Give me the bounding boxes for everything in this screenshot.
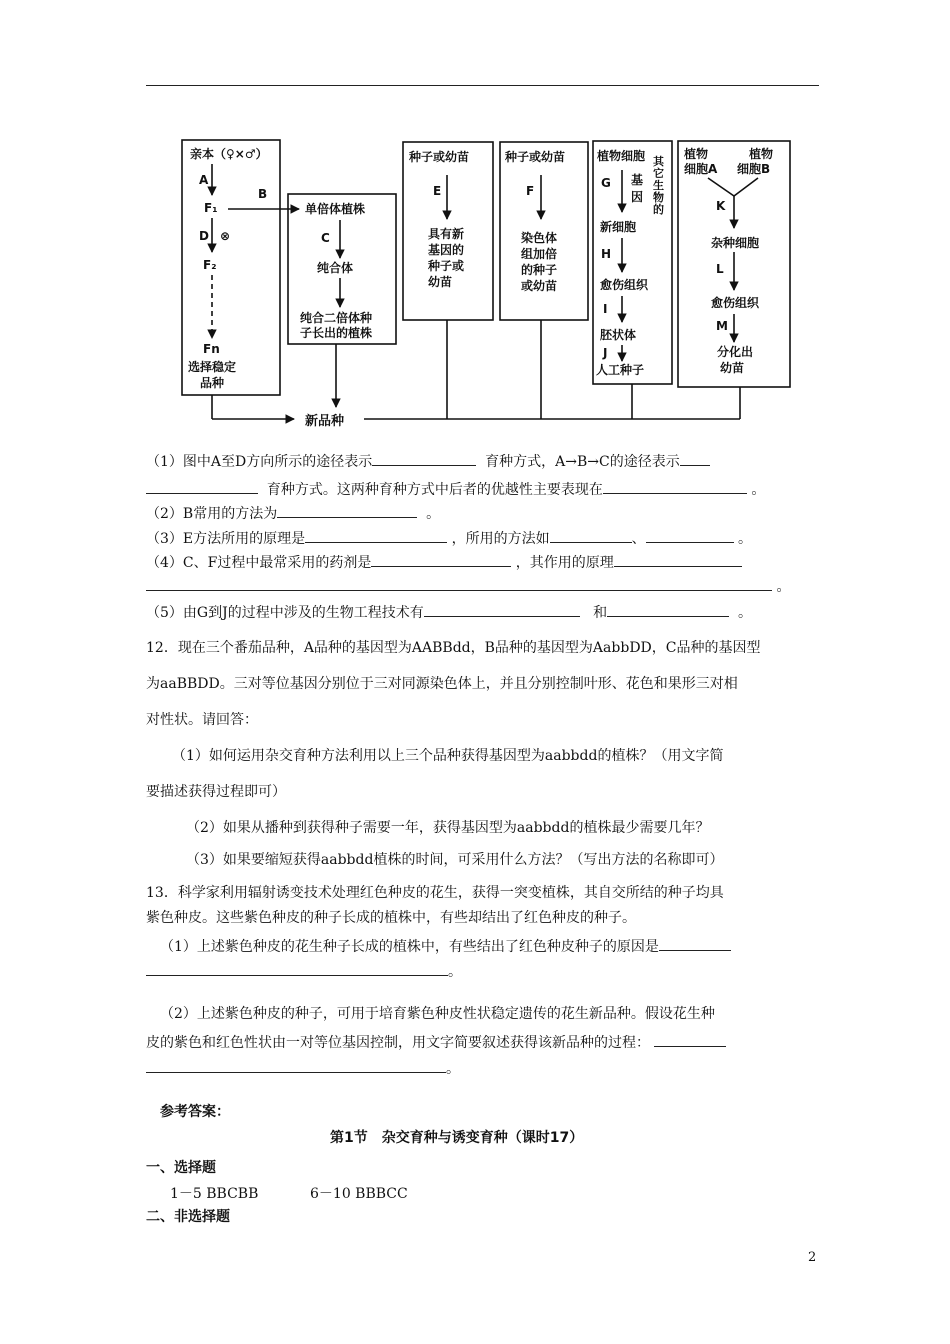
homozygote-label: 纯合体 xyxy=(317,261,354,275)
blank-input[interactable] xyxy=(146,961,448,976)
blank-input[interactable] xyxy=(603,479,747,494)
new-gene-label-1: 具有新 xyxy=(428,227,465,241)
new-cell-label: 新细胞 xyxy=(600,220,637,234)
differentiate-label-1: 分化出 xyxy=(717,345,754,359)
f1-label: F₁ xyxy=(204,201,218,215)
new-gene-label-2: 基因的 xyxy=(428,243,465,257)
q12-line3: 对性状。请回答： xyxy=(146,712,258,728)
seed-seedling-label-1: 种子或幼苗 xyxy=(409,150,470,164)
differentiate-label-2: 幼苗 xyxy=(720,361,745,375)
step-i-label: I xyxy=(603,302,608,316)
q11-part1-line2: 育种方式。这两种育种方式中后者的优越性主要表现在 。 xyxy=(146,479,765,499)
q11-part1-line1: （1）图中A至D方向所示的途径表示 育种方式，A→B→C的途径表示 xyxy=(146,451,710,471)
step-c-label: C xyxy=(321,231,330,245)
step-h-label: H xyxy=(601,247,612,261)
select-stable-label: 选择稳定 xyxy=(188,360,237,374)
blank-input[interactable] xyxy=(277,503,417,518)
q13-sub2-line3: 。 xyxy=(146,1058,460,1078)
other-organism-4: 物 xyxy=(653,191,664,204)
step-a-label: A xyxy=(199,173,209,187)
blank-input[interactable] xyxy=(654,1032,726,1047)
q12-line1: 12．现在三个番茄品种，A品种的基因型为AABBdd，B品种的基因型为AabbDD，C品种的基因型 xyxy=(146,640,761,656)
box-hybrid xyxy=(182,140,280,395)
step-b-label: B xyxy=(258,187,268,201)
new-variety-label: 新品种 xyxy=(305,414,345,429)
q12-sub3: （3）如果要缩短获得aabbdd植株的时间，可采用什么方法？（写出方法的名称即可） xyxy=(186,852,724,868)
blank-input[interactable] xyxy=(146,576,772,591)
step-l-label: L xyxy=(716,262,724,276)
chromosome-label-1: 染色体 xyxy=(521,231,558,245)
selfing-symbol: ⊗ xyxy=(220,229,231,243)
other-organism-1: 其 xyxy=(653,155,664,168)
blank-input[interactable] xyxy=(550,528,632,543)
answer-6-10: 6－10 BBBCC xyxy=(310,1186,408,1202)
step-k-label: K xyxy=(716,199,726,213)
step-e-label: E xyxy=(433,184,442,198)
chromosome-label-3: 的种子 xyxy=(521,263,558,277)
q11-part2: （2）B常用的方法为 。 xyxy=(146,503,440,523)
new-gene-label-4: 幼苗 xyxy=(428,275,453,289)
seed-seedling-label-2: 种子或幼苗 xyxy=(505,150,566,164)
gene-char-1: 基 xyxy=(631,173,644,187)
gene-char-2: 因 xyxy=(631,190,644,204)
breeding-diagram xyxy=(0,0,950,440)
plant-cell-label: 植物细胞 xyxy=(597,149,646,163)
blank-input[interactable] xyxy=(659,936,731,951)
blank-input[interactable] xyxy=(146,1058,446,1073)
callus-label-1: 愈伤组织 xyxy=(600,278,649,292)
blank-input[interactable] xyxy=(305,528,447,543)
q12-line2: 为aaBBDD。三对等位基因分别位于三对同源染色体上，并且分别控制叶形、花色和果形三对相 xyxy=(146,676,738,692)
diploid-label-1: 纯合二倍体种 xyxy=(300,311,373,325)
blank-input[interactable] xyxy=(646,528,734,543)
q12-sub2: （2）如果从播种到获得种子需要一年，获得基因型为aabbdd的植株最少需要几年？ xyxy=(186,820,710,836)
embryoid-label: 胚状体 xyxy=(600,328,637,342)
q11-part4-line1: （4）C、F过程中最常采用的药剂是 ，其作用的原理 xyxy=(146,552,742,572)
hybrid-cell-label: 杂种细胞 xyxy=(711,236,760,250)
step-d-label: D xyxy=(199,229,209,243)
blank-input[interactable] xyxy=(614,552,742,567)
diploid-label-2: 子长出的植株 xyxy=(300,326,373,340)
q13-line1: 13．科学家利用辐射诱变技术处理红色种皮的花生，获得一突变植株，其自交所结的种子均具 xyxy=(146,885,724,901)
callus-label-2: 愈伤组织 xyxy=(711,296,760,310)
q13-sub1-line1: （1）上述紫色种皮的花生种子长成的植株中，有些结出了红色种皮种子的原因是 xyxy=(160,936,731,956)
blank-input[interactable] xyxy=(372,451,476,466)
q11-part5: （5）由G到J的过程中涉及的生物工程技术有 和 。 xyxy=(146,602,752,622)
artificial-seed-label: 人工种子 xyxy=(596,363,645,377)
variety-label: 品种 xyxy=(200,376,225,390)
chromosome-label-2: 组加倍 xyxy=(521,247,558,261)
blank-input[interactable] xyxy=(424,602,580,617)
answer-1-5: 1－5 BBCBB xyxy=(170,1186,259,1202)
q11-part3: （3）E方法所用的原理是 ，所用的方法如 、 。 xyxy=(146,528,752,548)
fn-label: Fn xyxy=(203,342,220,356)
blank-input[interactable] xyxy=(680,451,710,466)
step-m-label: M xyxy=(716,319,728,333)
step-f-label: F xyxy=(526,184,535,198)
part1-heading: 一、选择题 xyxy=(146,1160,216,1176)
q13-sub1-line2: 。 xyxy=(146,961,462,981)
other-organism-2: 它 xyxy=(653,167,664,180)
haploid-label: 单倍体植株 xyxy=(305,202,366,216)
page-number: 2 xyxy=(808,1250,817,1265)
q13-sub2-line2: 皮的紫色和红色性状由一对等位基因控制，用文字简要叙述获得该新品种的过程： xyxy=(146,1032,726,1052)
blank-input[interactable] xyxy=(371,552,511,567)
answers-heading: 参考答案： xyxy=(160,1104,230,1120)
new-gene-label-3: 种子或 xyxy=(428,259,465,273)
q13-sub2-line1: （2）上述紫色种皮的种子，可用于培育紫色种皮性状稳定遗传的花生新品种。假设花生种 xyxy=(160,1006,715,1022)
parent-label: 亲本（♀×♂） xyxy=(190,147,268,161)
step-g-label: G xyxy=(601,176,611,190)
f2-label: F₂ xyxy=(203,258,217,272)
q13-line2: 紫色种皮。这些紫色种皮的种子长成的植株中，有些却结出了红色种皮的种子。 xyxy=(146,910,636,926)
blank-input[interactable] xyxy=(146,479,258,494)
step-j-label: J xyxy=(603,346,608,360)
q11-part4-line2: 。 xyxy=(146,576,790,596)
q12-sub1-line2: 要描述获得过程即可） xyxy=(146,784,286,800)
cell-a-label-1: 植物 xyxy=(684,147,709,161)
chromosome-label-4: 或幼苗 xyxy=(521,279,558,293)
blank-input[interactable] xyxy=(607,602,729,617)
cell-b-label-1: 植物 xyxy=(749,147,774,161)
part2-heading: 二、非选择题 xyxy=(146,1209,230,1225)
section-title: 第1节 杂交育种与诱变育种（课时17） xyxy=(330,1130,584,1146)
q12-sub1-line1: （1）如何运用杂交育种方法利用以上三个品种获得基因型为aabbdd的植株？（用文字简 xyxy=(172,748,724,764)
cell-a-label-2: 细胞A xyxy=(684,162,718,176)
cell-b-label-2: 细胞B xyxy=(737,162,771,176)
other-organism-5: 的 xyxy=(653,203,664,216)
other-organism-3: 生 xyxy=(653,179,664,192)
